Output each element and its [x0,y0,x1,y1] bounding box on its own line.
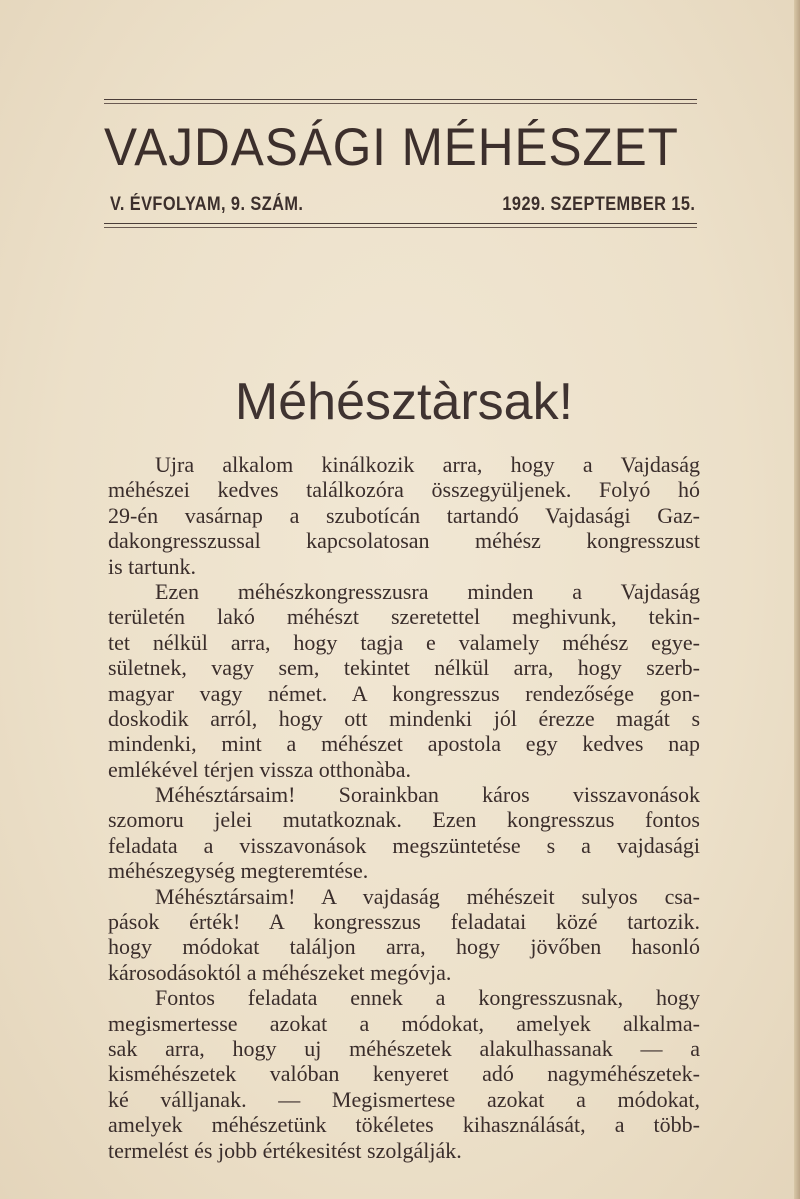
body-line: méhészegység megteremtése. [108,858,369,884]
issue-date: 1929. SZEPTEMBER 15. [502,194,695,215]
body-line: kisméhészetek valóban kenyeret adó nagyméhészetek- [108,1061,700,1087]
body-line: amelyek méhészetünk tökéletes kihasználását, a több- [108,1112,700,1138]
body-line: dakongresszussal kapcsolatosan méhész kongresszust [108,528,700,554]
body-line: 29-én vasárnap a szubotícán tartandó Vajdasági Gaz- [108,502,700,528]
body-line: emlékével térjen vissza otthonàba. [108,756,411,782]
page-edge [794,0,800,1199]
body-line: hogy módokat találjon arra, hogy jövőben hasonló [108,934,700,960]
body-line: pások érték! A kongresszus feladatai közé tartozik. [108,909,700,935]
body-line: ké válljanak. — Megismertese azokat a módokat, [108,1086,700,1112]
body-line: magyar vagy német. A kongresszus rendezősége gon- [108,680,700,706]
body-line: mindenki, mint a méhészet apostola egy kedves nap [108,731,700,757]
body-line: megismertesse azokat a módokat, amelyek alkalma- [108,1010,700,1036]
body-line: sületnek, vagy sem, tekintet nélkül arra, hogy szerb- [108,655,700,681]
article-headline: Méhésztàrsak! [234,373,574,431]
body-line: Méhésztársaim! A vajdaság méhészeit sulyos csa- [155,883,700,909]
body-line: méhészei kedves találkozóra összegyüljenek. Folyó hó [108,477,700,503]
body-line: Méhésztársaim! Sorainkban káros visszavonások [155,782,700,808]
masthead-title: VAJDASÁGI MÉHÉSZET [104,118,679,177]
body-line: termelést és jobb értékesitést szolgálják. [108,1137,462,1163]
body-line: Fontos feladata ennek a kongresszusnak, hogy [155,985,700,1011]
body-line: tet nélkül arra, hogy tagja e valamely méhész egye- [108,629,700,655]
volume-issue: V. ÉVFOLYAM, 9. SZÁM. [110,194,304,215]
body-line: területén lakó méhészt szeretettel meghivunk, tekin- [108,604,700,630]
masthead-top-rule [104,99,697,104]
article-body [108,452,700,1163]
body-line: feladata a visszavonások megszüntetése s a vajdasági [108,832,700,858]
body-line: sak arra, hogy uj méhészetek alakulhassanak — a [108,1035,700,1061]
body-line: szomoru jelei mutatkoznak. Ezen kongresszus fontos [108,807,700,833]
body-line: Ezen méhészkongresszusra minden a Vajdaság [155,578,700,604]
body-line: is tartunk. [108,553,196,579]
masthead-bottom-rule [104,223,697,228]
body-line: károsodásoktól a méhészeket megóvja. [108,959,452,985]
body-line: doskodik arról, hogy ott mindenki jól érezze magát s [108,705,700,731]
body-line: Ujra alkalom kinálkozik arra, hogy a Vajdaság [155,452,700,477]
